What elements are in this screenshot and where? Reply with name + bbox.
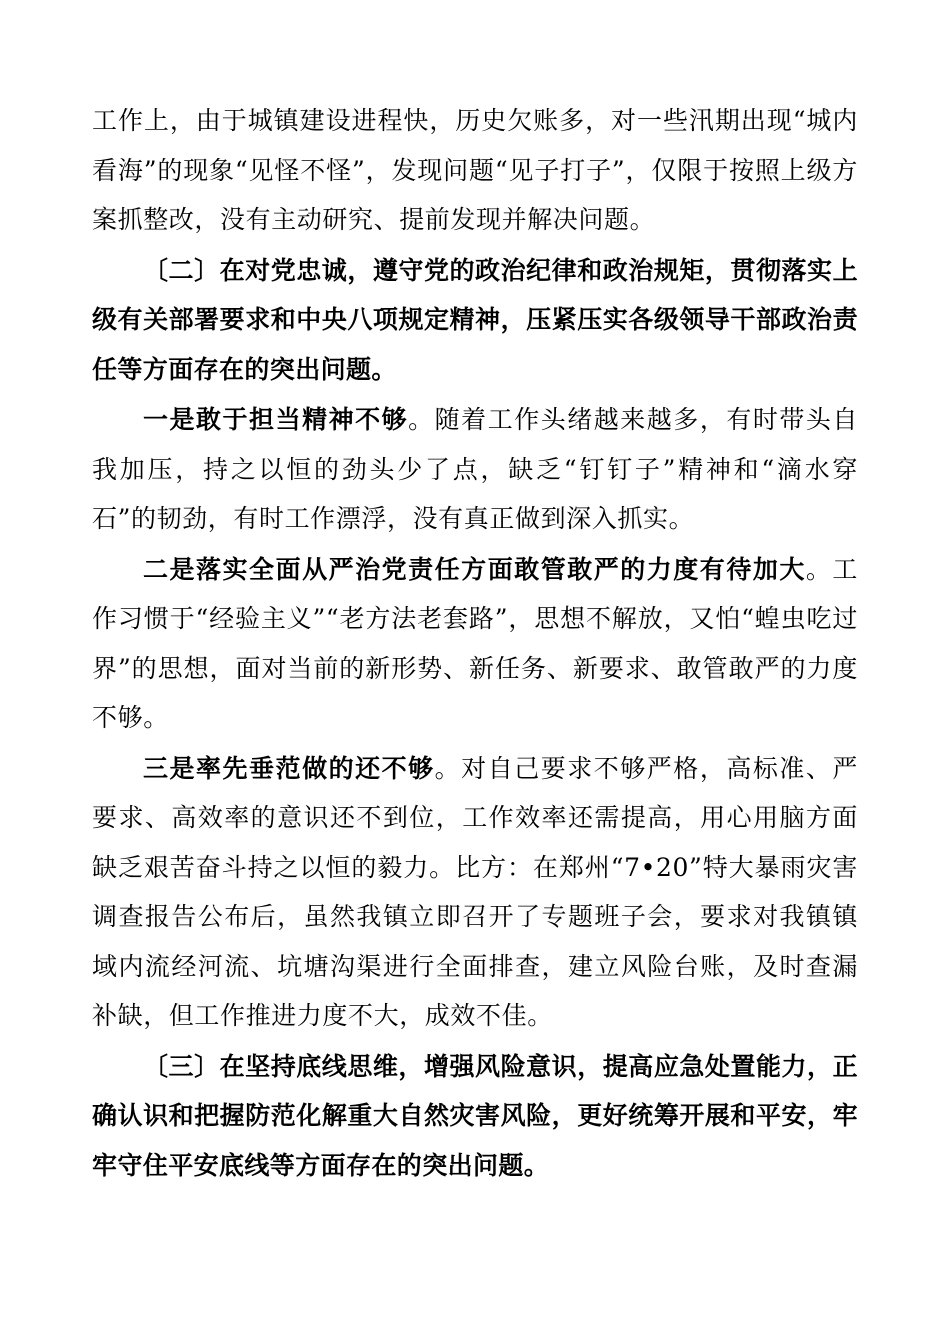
item-3-text: 。对自己要求不够严格，高标准、严要求、高效率的意识还不到位，工作效率还需提高，用心用脑方面缺乏艰苦奋斗持之以恒的毅力。比方：在郑州“7•20”特大暴雨灾害调查报告公布后，虽然我镇立即召开了专题班子会，要求对我镇镇域内流经河流、坑塘沟渠进行全面排查，建立风险台账，及时查漏补缺，但工作推进力度不大，成效不佳。 [92,753,858,1030]
item-1-text: 。随着工作头绪越来越多，有时带头自我加压，持之以恒的劲头少了点，缺乏“钉钉子”精神和“滴水穿石”的韧劲，有时工作漂浮，没有真正做到深入抓实。 [92,405,858,533]
item-3-paragraph [92,744,858,1041]
document-page [92,96,858,1190]
item-2-paragraph [92,545,858,743]
item-3-lead: 三是率先垂范做的还不够 [143,753,435,783]
item-2-lead: 二是落实全面从严治党责任方面敢管敢严的力度有待加大 [143,554,806,584]
item-1-lead: 一是敢于担当精神不够 [143,405,409,434]
section-heading-2: 〔二〕在对党忠诚，遵守党的政治纪律和政治规矩，贯彻落实上级有关部署要求和中央八项规定精神，压紧压实各级领导干部政治责任等方面存在的突出问题。 [92,255,858,384]
section-heading-3: 〔三〕在坚持底线思维，增强风险意识，提高应急处置能力，正确认识和把握防范化解重大自然灾害风险，更好统筹开展和平安，牢牢守住平安底线等方面存在的突出问题。 [92,1051,858,1180]
item-1-paragraph [92,395,858,544]
item-2-text: 。工作习惯于“经验主义”“老方法老套路”，思想不解放，又怕“蝗虫吃过界”的思想，面对当前的新形势、新任务、新要求、敢管敢严的力度不够。 [92,554,858,732]
paragraph-continuation: 工作上，由于城镇建设进程快，历史欠账多，对一些汛期出现“城内看海”的现象“见怪不怪”，发现问题“见子打子”，仅限于按照上级方案抓整改，没有主动研究、提前发现并解决问题。 [92,106,858,234]
